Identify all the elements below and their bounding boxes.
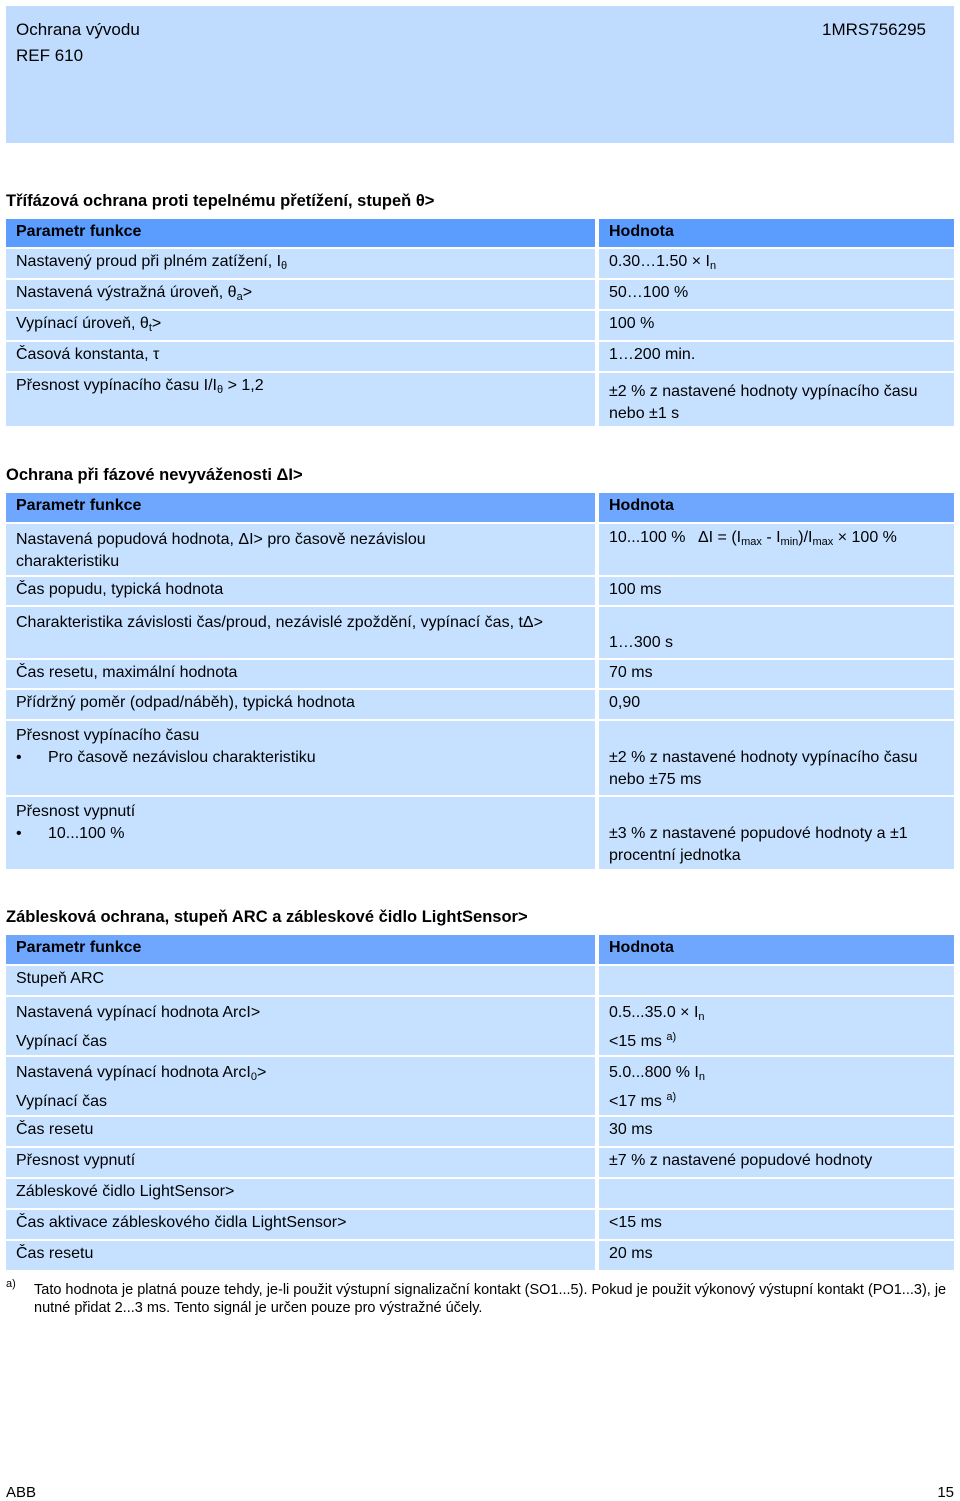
bullet-icon: • [16, 749, 22, 766]
column-header-value: Hodnota [599, 935, 954, 966]
table-row: Přesnost vypínacího času • Pro časově nezávislou charakteristiku ±2 % z nastavené hodnoty vypínacího času nebo ±75 ms [6, 721, 954, 797]
table-arc-protection [6, 935, 954, 1272]
bullet-icon: • [16, 825, 22, 842]
table-row: Nastavená výstražná úroveň, $\theta_a>$ 50…100 % [6, 280, 954, 311]
table-row: Přídržný poměr (odpad/náběh), typická hodnota 0,90 [6, 690, 954, 721]
table-row: Čas aktivace zábleskového čidla LightSensor> <15 ms [6, 1210, 954, 1241]
table-header-row [6, 935, 954, 966]
table-row: Časová konstanta, τ 1…200 min. [6, 342, 954, 373]
page-number: 15 [937, 1484, 954, 1501]
list-item: • Pro časově nezávislou charakteristiku [16, 747, 595, 769]
table-row: Vypínací úroveň, $\theta_t>$ 100 % [6, 311, 954, 342]
table-row: Nastavená popudová hodnota, ΔI> pro časově nezávislou charakteristiku 10...100 % $\Delta I = (I_{max} - I_{min})/I_{max} \times 100$ % [6, 524, 954, 577]
column-header-param: Parametr funkce [6, 219, 595, 249]
table-row: Čas popudu, typická hodnota 100 ms [6, 577, 954, 607]
table-row: Čas resetu 30 ms [6, 1117, 954, 1148]
table-row: Charakteristika závislosti čas/proud, nezávislé zpoždění, vypínací čas, tΔ> 1…300 s [6, 607, 954, 660]
table-thermal-overload [6, 219, 954, 428]
section-title-arc-protection: Záblesková ochrana, stupeň ARC a zábleskové čidlo LightSensor> [6, 908, 528, 926]
table-row: Čas resetu 20 ms [6, 1241, 954, 1272]
table-row: Přesnost vypnutí • 10...100 % ±3 % z nastavené popudové hodnoty a ±1 procentní jednotka [6, 797, 954, 871]
footer-company: ABB [6, 1484, 37, 1501]
table-group-row: Stupeň ARC [6, 966, 954, 997]
table-header-row [6, 219, 954, 249]
column-header-param: Parametr funkce [6, 935, 595, 966]
table-phase-unbalance [6, 493, 954, 871]
document-title: Ochrana vývodu [16, 20, 140, 39]
table-row: Přesnost vypínacího času $I/I_\theta > 1,2$ ±2 % z nastavené hodnoty vypínacího času nebo ±1 s [6, 373, 954, 428]
table-group-row: Zábleskové čidlo LightSensor> [6, 1179, 954, 1210]
table-header-row [6, 493, 954, 524]
table-row: Nastavená vypínací hodnota ArcI$_0$> Vypínací čas 5.0...800 % $I_n$ <17 ms $^{a)}$ [6, 1057, 954, 1117]
section-title-thermal-overload: Třífázová ochrana proti tepelnému přetížení, stupeň θ> [6, 192, 435, 210]
list-item: • 10...100 % [16, 823, 595, 845]
section-title-phase-unbalance: Ochrana při fázové nevyváženosti ΔI> [6, 466, 303, 484]
footnote-mark: a) [6, 1278, 16, 1290]
table-row: Čas resetu, maximální hodnota 70 ms [6, 660, 954, 690]
page-header [6, 6, 954, 143]
document-number: 1MRS756295 [822, 20, 926, 39]
device-name: REF 610 [16, 46, 84, 65]
table-row: Nastavená vypínací hodnota ArcI> Vypínací čas $0.5...35.0 \times I_n$ <15 ms $^{a)}$ [6, 997, 954, 1057]
column-header-param: Parametr funkce [6, 493, 595, 524]
column-header-value: Hodnota [599, 219, 954, 249]
footnote-text: Tato hodnota je platná pouze tehdy, je-li použit výstupní signalizační kontakt (SO1...5). Pokud je použit výkonový výstupní kontakt (PO1...3), je nutné přidat 2...3 ms. Tento signál je určen pouze pro výstražné účely. [34, 1282, 947, 1316]
column-header-value: Hodnota [599, 493, 954, 524]
table-row: Nastavený proud při plném zatížení, $I_\theta$ 0.30…1.50 × $I_n$ [6, 249, 954, 280]
table-row: Přesnost vypnutí ±7 % z nastavené popudové hodnoty [6, 1148, 954, 1179]
